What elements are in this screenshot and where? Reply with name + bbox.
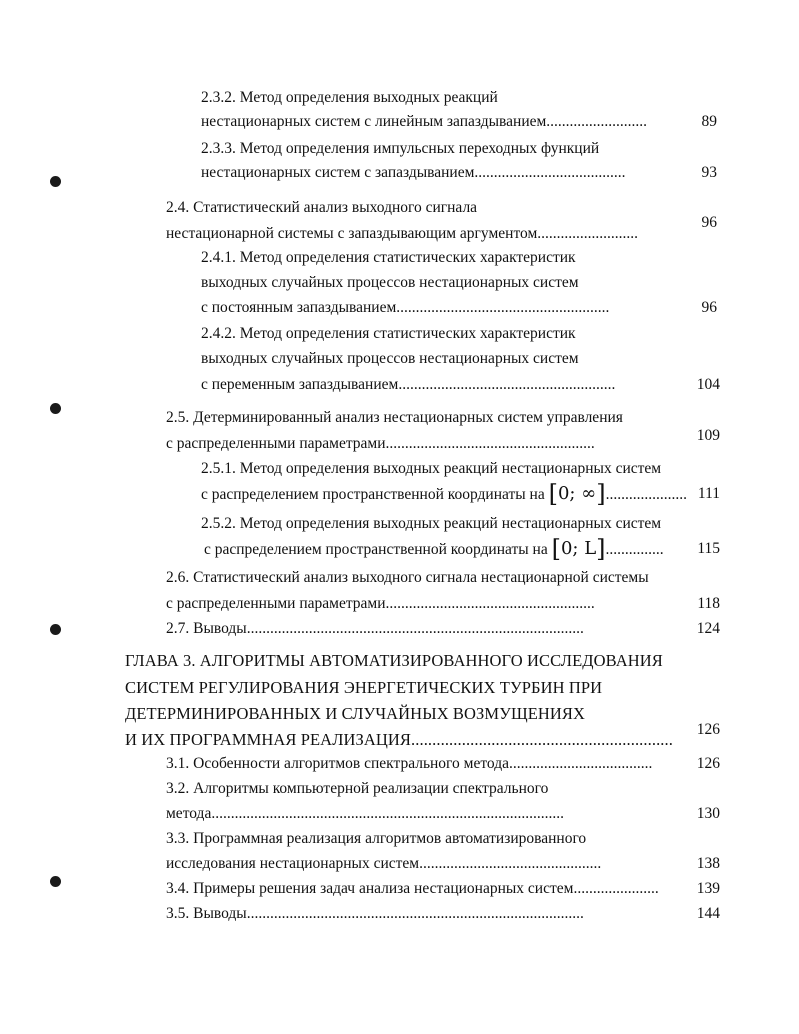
toc-page-number: 118: [697, 595, 720, 612]
toc-entry-3-4: 3.4. Примеры решения задач анализа нестационарных систем......................: [166, 880, 659, 897]
toc-entry-2-5-2-line-2: [204, 535, 681, 563]
toc-page-number: 96: [701, 214, 717, 231]
toc-entry-text: с распределением пространственной координаты на: [201, 486, 545, 503]
toc-page-number: 96: [701, 299, 717, 316]
chapter-3-heading-line-3: ДЕТЕРМИНИРОВАННЫХ И СЛУЧАЙНЫХ ВОЗМУЩЕНИЯХ: [125, 704, 586, 723]
toc-page-number: 126: [696, 721, 720, 738]
toc-entry-2-4-line-2: нестационарной системы с запаздывающим аргументом..........................: [166, 225, 639, 242]
toc-entry-3-3-line-2: исследования нестационарных систем...............................................: [166, 855, 602, 872]
toc-entry-2-3-2-line-2: нестационарных систем с линейным запаздыванием..........................: [201, 113, 648, 130]
toc-page-number: 89: [701, 113, 717, 130]
toc-entry-2-5-1-line-2: [201, 480, 687, 508]
toc-page-number: 130: [696, 805, 720, 822]
toc-entry-2-4-1-line-1: 2.4.1. Метод определения статистических характеристик: [201, 249, 576, 266]
toc-entry-2-5-1-line-1: 2.5.1. Метод определения выходных реакций нестационарных систем: [201, 460, 662, 477]
toc-entry-2-4-1-line-2: выходных случайных процессов нестационарных систем: [201, 274, 579, 291]
toc-entry-2-3-2-line-1: 2.3.2. Метод определения выходных реакций: [201, 89, 498, 106]
binder-hole-2: [50, 403, 61, 414]
toc-page-number: 138: [696, 855, 720, 872]
toc-entry-2-5-2-line-1: 2.5.2. Метод определения выходных реакций нестационарных систем: [201, 515, 662, 532]
toc-entry-3-3-line-1: 3.3. Программная реализация алгоритмов автоматизированного: [166, 830, 587, 847]
toc-page-number: 111: [697, 485, 720, 502]
chapter-3-heading-line-2: СИСТЕМ РЕГУЛИРОВАНИЯ ЭНЕРГЕТИЧЕСКИХ ТУРБИН ПРИ: [125, 678, 603, 697]
chapter-3-heading-line-1: ГЛАВА 3. АЛГОРИТМЫ АВТОМАТИЗИРОВАННОГО ИССЛЕДОВАНИЯ: [125, 651, 663, 670]
toc-page-number: 93: [701, 164, 717, 181]
toc-entry-2-3-3-line-1: 2.3.3. Метод определения импульсных переходных функций: [201, 140, 600, 157]
toc-page-number: 144: [696, 905, 720, 922]
toc-entry-2-7: 2.7. Выводы.......................................................................................: [166, 620, 584, 637]
toc-entry-2-6-line-1: 2.6. Статистический анализ выходного сигнала нестационарной системы: [166, 569, 649, 586]
toc-entry-3-2-line-1: 3.2. Алгоритмы компьютерной реализации спектрального: [166, 780, 549, 797]
toc-page-number: 139: [696, 880, 720, 897]
leader-dots: .....................: [605, 486, 687, 503]
toc-page-number: 104: [696, 376, 720, 393]
toc-page-number: 126: [696, 755, 720, 772]
toc-entry-2-3-3-line-2: нестационарных систем с запаздыванием.......................................: [201, 164, 626, 181]
toc-entry-3-1: 3.1. Особенности алгоритмов спектрального метода.....................................: [166, 755, 653, 772]
binder-hole-3: [50, 624, 61, 635]
leader-dots: ...............: [605, 541, 664, 558]
toc-entry-2-4-2-line-3: с переменным запаздыванием........................................................: [201, 376, 616, 393]
toc-entry-text: с распределением пространственной координаты на: [204, 541, 548, 558]
toc-entry-2-4-line-1: 2.4. Статистический анализ выходного сигнала: [166, 199, 478, 216]
toc-entry-2-4-2-line-1: 2.4.2. Метод определения статистических характеристик: [201, 325, 576, 342]
toc-entry-2-5-line-2: с распределенными параметрами......................................................: [166, 435, 595, 452]
toc-entry-2-6-line-2: с распределенными параметрами......................................................: [166, 595, 595, 612]
chapter-3-heading-line-4: И ИХ ПРОГРАММНАЯ РЕАЛИЗАЦИЯ..............................................................: [125, 730, 673, 749]
toc-entry-2-4-2-line-2: выходных случайных процессов нестационарных систем: [201, 350, 579, 367]
toc-entry-3-5: 3.5. Выводы.......................................................................................: [166, 905, 584, 922]
toc-entry-2-5-line-1: 2.5. Детерминированный анализ нестационарных систем управления: [166, 409, 623, 426]
binder-hole-1: [50, 176, 61, 187]
toc-entry-3-2-line-2: метода...........................................................................................: [166, 805, 564, 822]
toc-page-number: 109: [696, 427, 720, 444]
binder-hole-4: [50, 876, 61, 887]
toc-page-number: 115: [697, 540, 720, 557]
toc-page-number: 124: [696, 620, 720, 637]
interval-formula: [0; ∞]: [548, 480, 606, 508]
interval-formula: [0; L]: [551, 535, 606, 563]
toc-entry-2-4-1-line-3: с постоянным запаздыванием.......................................................: [201, 299, 610, 316]
